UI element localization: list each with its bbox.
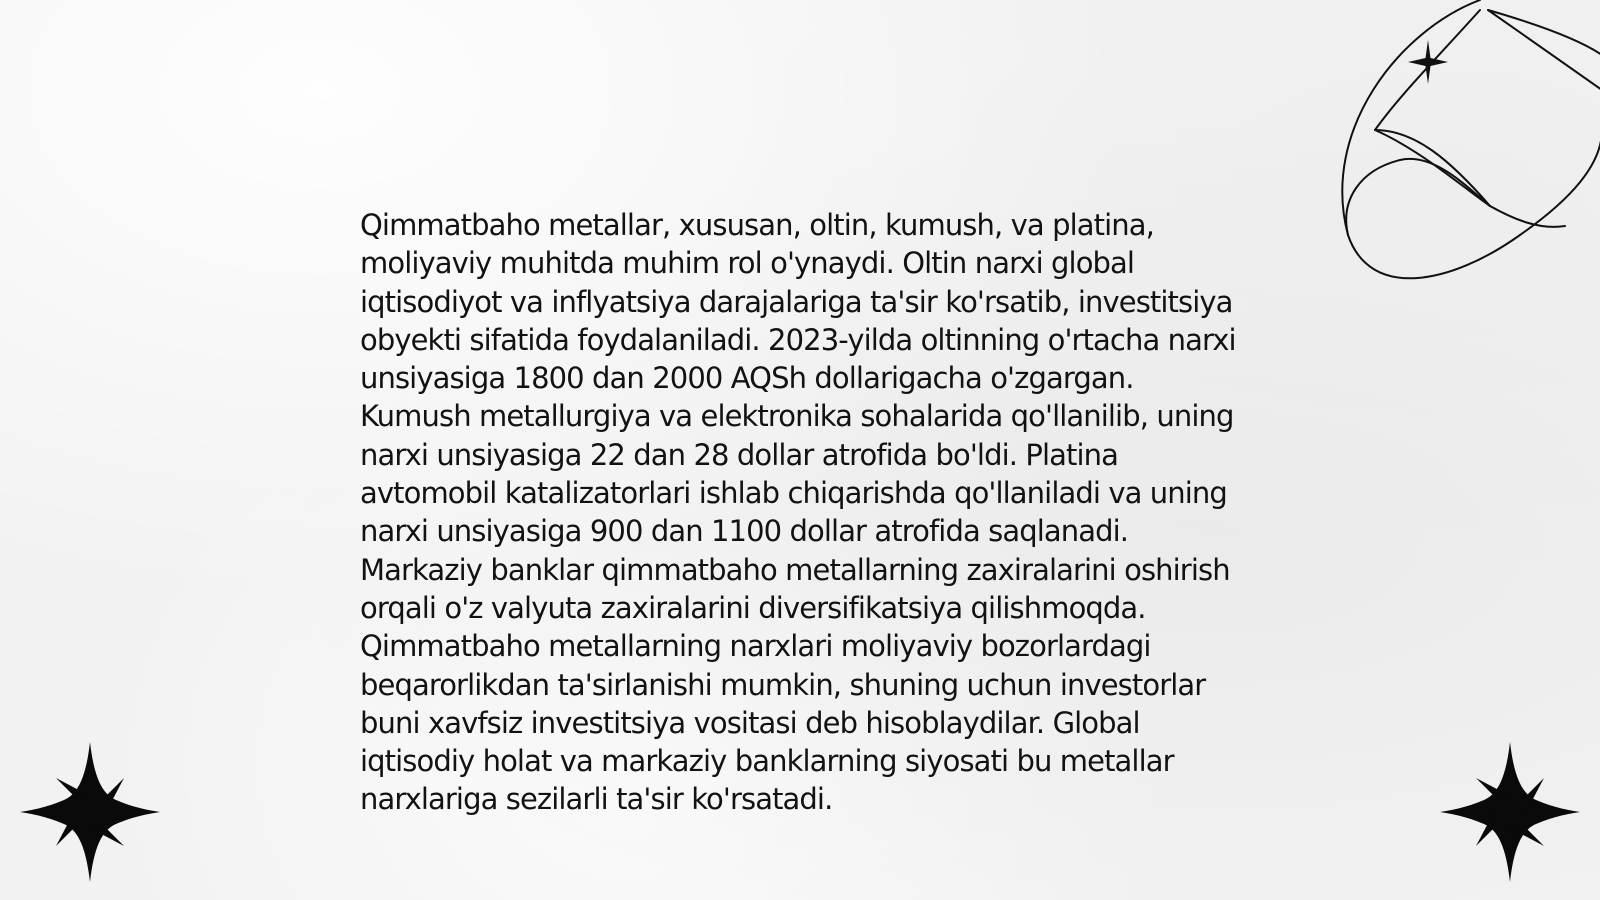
orbit-sparkle-icon <box>1340 0 1600 290</box>
four-point-star-icon <box>20 742 160 882</box>
body-paragraph: Qimmatbaho metallar, xususan, oltin, kumush, va platina, moliyaviy muhitda muhim rol o'ynaydi. Oltin narxi global iqtisodiyot va inflyatsiya darajalariga ta'sir ko'rsatib, investitsiya obyekti sifatida foydalaniladi. 2023-yilda oltinning o'rtacha narxi unsiyasiga 1800 dan 2000 AQSh dollarigacha o'zgargan. Kumush metallurgiya va elektronika sohalarida qo'llanilib, uning narxi unsiyasiga 22 dan 28 dollar atrofida bo'ldi. Platina avtomobil katalizatorlari ishlab chiqarishda qo'llaniladi va uning narxi unsiyasiga 900 dan 1100 dollar atrofida saqlanadi. Markaziy banklar qimmatbaho metallarning zaxiralarini oshirish orqali o'z valyuta zaxiralarini diversifikatsiya qilishmoqda. Qimmatbaho metallarning narxlari moliyaviy bozorlardagi beqarorlikdan ta'sirlanishi mumkin, shuning uchun investorlar buni xavfsiz investitsiya vositasi deb hisoblaydilar. Global iqtisodiy holat va markaziy banklarning siyosati bu metallar narxlariga sezilarli ta'sir ko'rsatadi. <box>360 208 1236 817</box>
four-point-star-icon <box>1440 742 1580 882</box>
